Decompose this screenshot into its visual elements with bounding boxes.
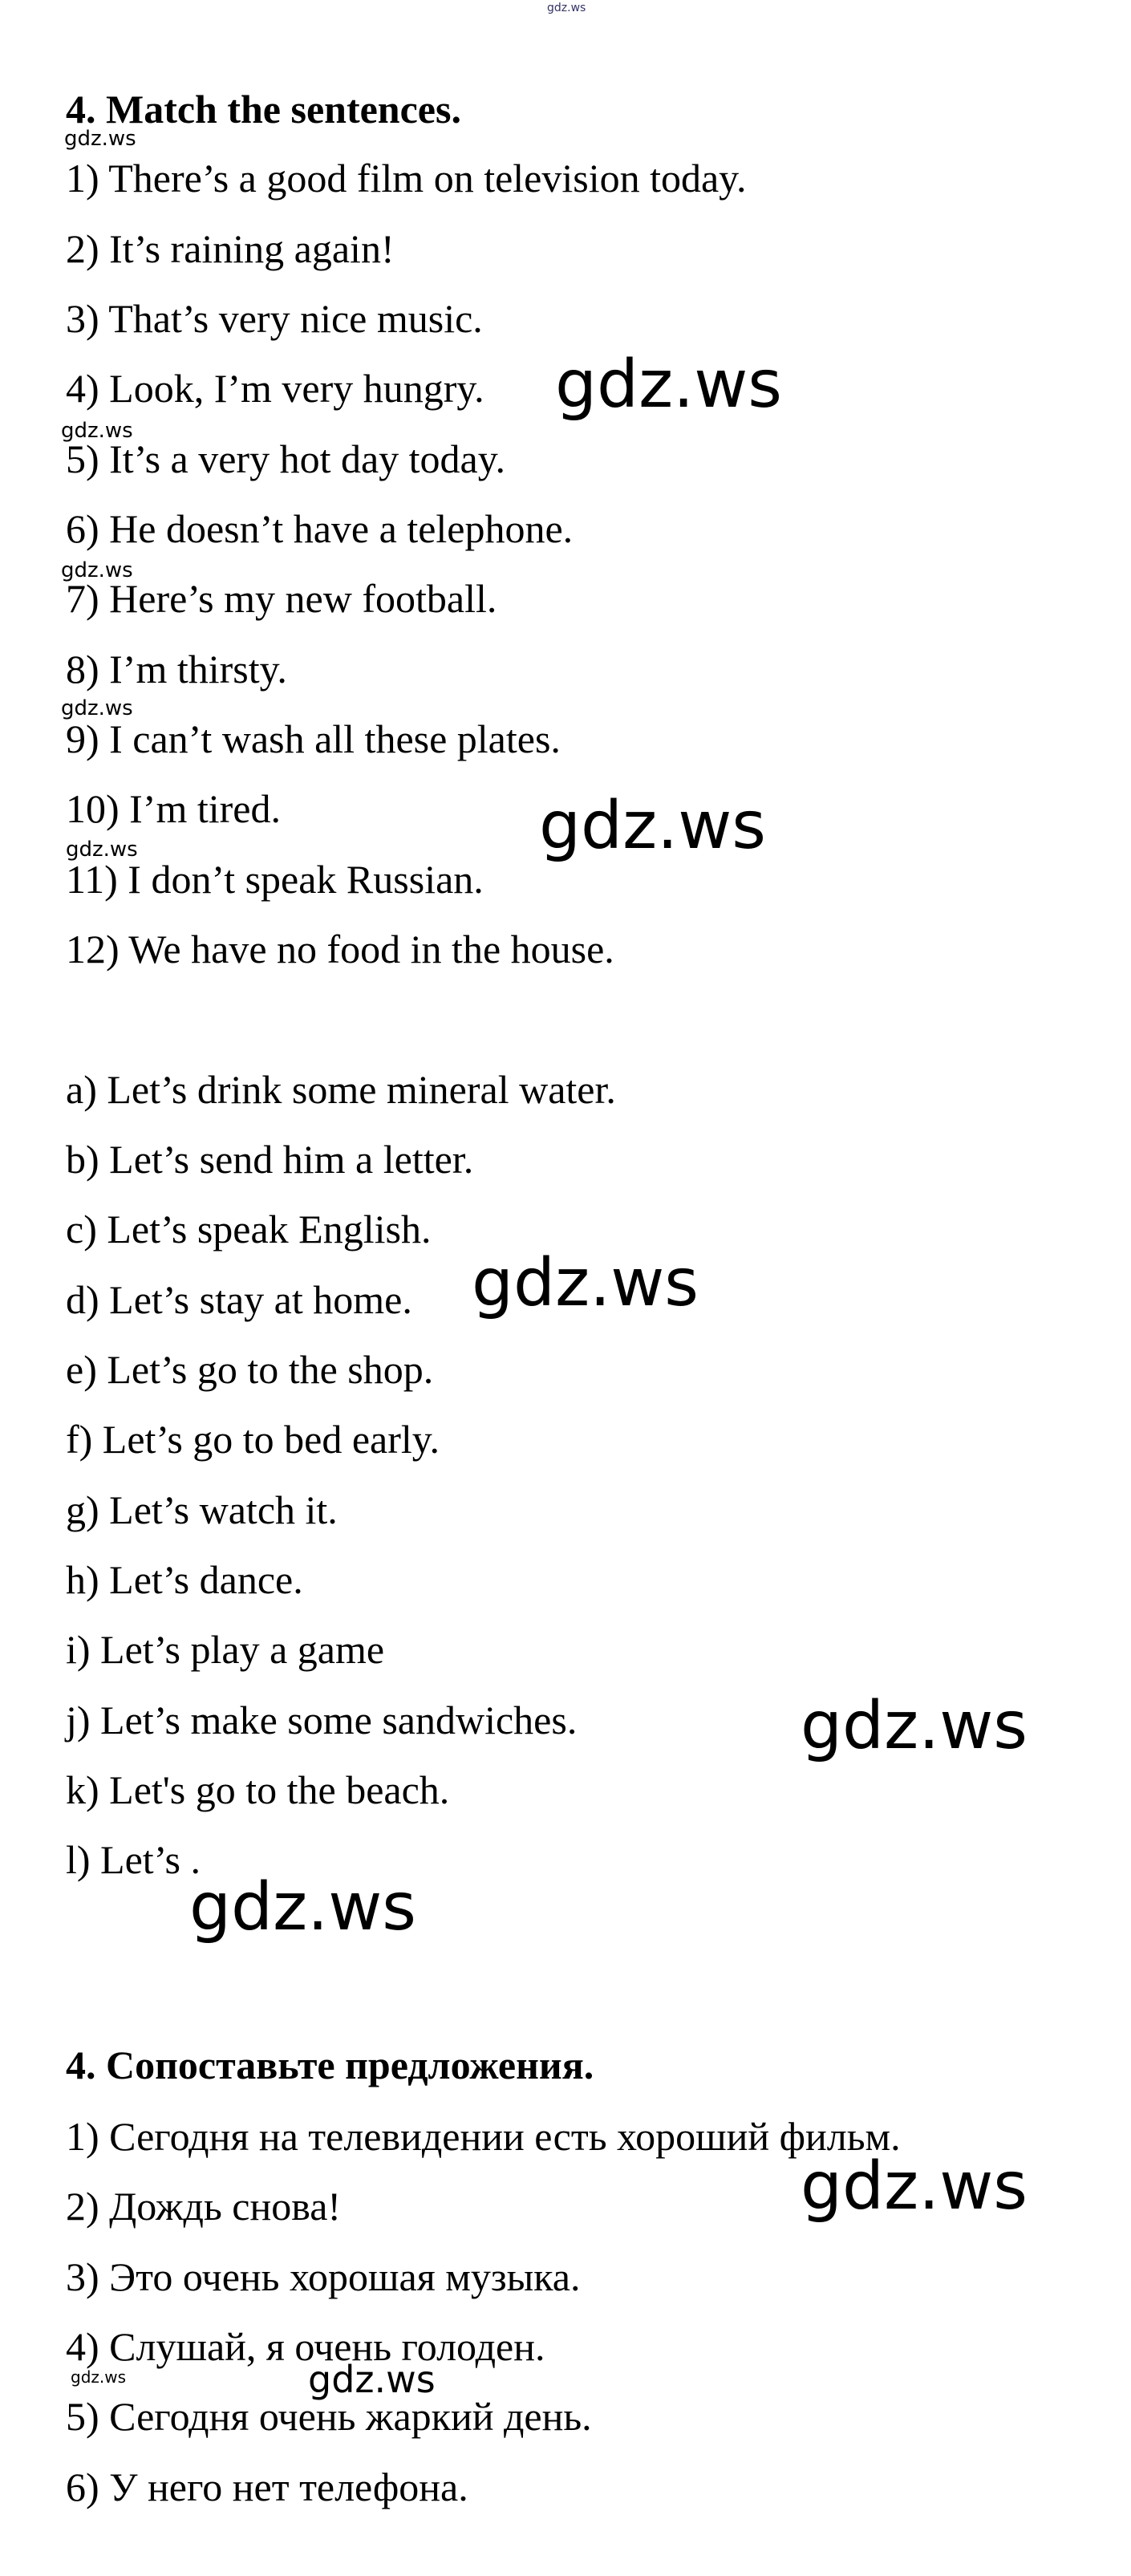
sentence-item-ru: 2) Дождь снова! <box>66 2184 342 2229</box>
watermark-large: gdz.ws <box>189 1869 416 1945</box>
sentence-item: 9) I can’t wash all these plates. <box>66 716 561 761</box>
response-item: a) Let’s drink some mineral water. <box>66 1067 616 1112</box>
sentence-item: 10) I’m tired. <box>66 786 281 831</box>
sentence-item-ru: 1) Сегодня на телевидении есть хороший фильм. <box>66 2114 901 2159</box>
response-item: b) Let’s send him a letter. <box>66 1137 474 1182</box>
response-item: c) Let’s speak English. <box>66 1207 432 1251</box>
sentence-item: 7) Here’s my new football. <box>66 576 497 621</box>
watermark-large: gdz.ws <box>555 347 782 423</box>
sentence-item: 6) He doesn’t have a telephone. <box>66 506 574 551</box>
sentence-item: 5) It’s a very hot day today. <box>66 436 505 481</box>
sentence-item: 12) We have no food in the house. <box>66 927 614 972</box>
sentence-item: 2) It’s raining again! <box>66 226 395 271</box>
watermark-medium: gdz.ws <box>308 2358 436 2401</box>
watermark-small: gdz.ws <box>61 419 133 443</box>
sentence-item-ru: 5) Сегодня очень жаркий день. <box>66 2394 592 2439</box>
sentence-item: 3) That’s very nice music. <box>66 296 483 341</box>
watermark-large: gdz.ws <box>801 1688 1028 1764</box>
response-item: j) Let’s make some sandwiches. <box>66 1698 578 1742</box>
sentence-item-ru: 6) У него нет телефона. <box>66 2464 468 2509</box>
sentence-item: 1) There’s a good film on television today. <box>66 156 747 201</box>
response-item: g) Let’s watch it. <box>66 1487 338 1532</box>
sentence-item: 11) I don’t speak Russian. <box>66 857 484 902</box>
sentence-item: 8) I’m thirsty. <box>66 647 287 692</box>
exercise-title-ru: 4. Сопоставьте предложения. <box>66 2043 594 2087</box>
sentence-item: 4) Look, I’m very hungry. <box>66 366 484 411</box>
sentence-item-ru: 4) Слушай, я очень голоден. <box>66 2324 545 2369</box>
response-item: d) Let’s stay at home. <box>66 1277 412 1322</box>
watermark-small: gdz.ws <box>71 2367 127 2387</box>
response-item: f) Let’s go to bed early. <box>66 1417 440 1462</box>
response-item: i) Let’s play a game <box>66 1627 385 1672</box>
watermark-large: gdz.ws <box>539 788 766 864</box>
watermark-large: gdz.ws <box>472 1245 699 1321</box>
watermark-small: gdz.ws <box>61 558 133 582</box>
watermark-small: gdz.ws <box>61 696 133 720</box>
response-item: h) Let’s dance. <box>66 1557 303 1602</box>
watermark-top-tiny: gdz.ws <box>547 2 586 14</box>
response-item: e) Let’s go to the shop. <box>66 1347 434 1392</box>
exercise-title-en: 4. Match the sentences. <box>66 87 461 132</box>
watermark-small: gdz.ws <box>66 838 138 862</box>
watermark-large: gdz.ws <box>801 2148 1028 2225</box>
sentence-item-ru: 3) Это очень хорошая музыка. <box>66 2254 581 2299</box>
response-item: l) Let’s . <box>66 1837 201 1882</box>
response-item: k) Let's go to the beach. <box>66 1767 450 1812</box>
watermark-small: gdz.ws <box>64 127 136 151</box>
